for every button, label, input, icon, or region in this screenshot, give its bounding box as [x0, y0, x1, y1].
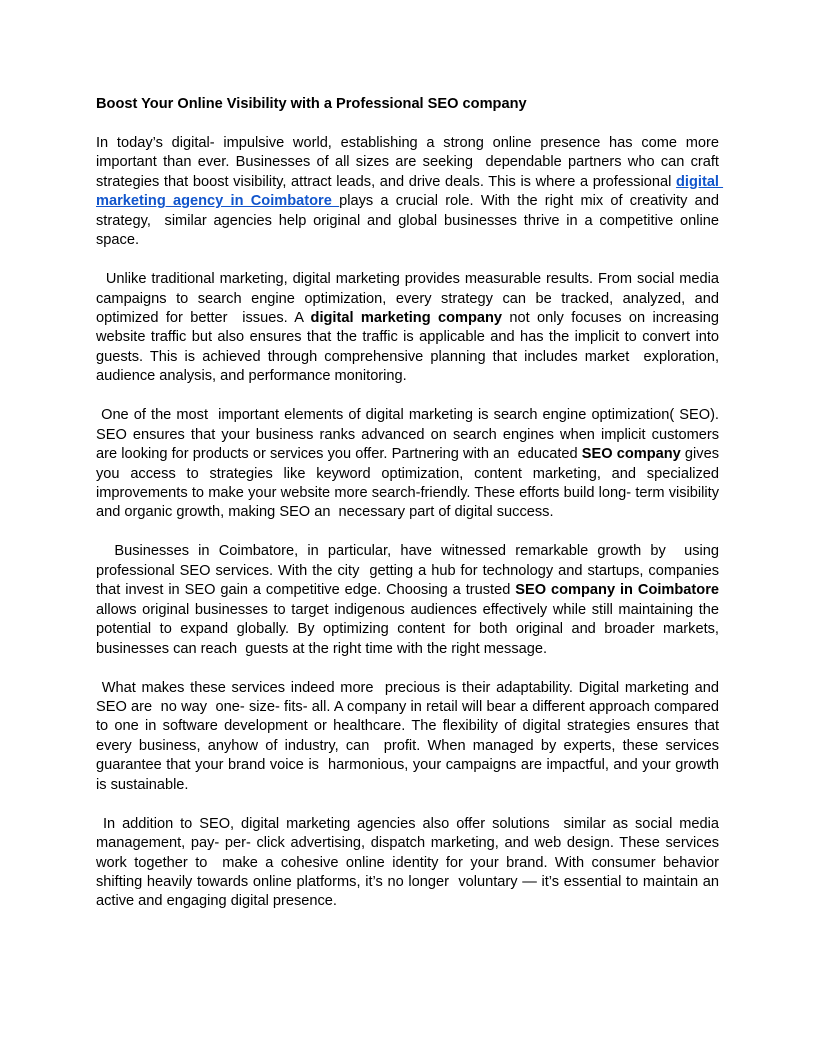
paragraph-adaptability — [96, 679, 724, 796]
digital-marketing-agency-link[interactable]: digital marketing agency in Coimbatore — [96, 173, 724, 210]
paragraph-adaptability-text: What makes these services indeed more precious is their adaptability. Digital marketing and SEO are no way one- size- fits- all. A company in retail will bear a different approach compared to one in software development or healthcare. The flexibility of digital strategies ensures that every business, anyhow of industry, can profit. When managed by experts, these services guarantee that your brand voice is harmonious, your campaigns are impactful, and your growth is sustainable. — [96, 679, 724, 793]
paragraph-seo-text-b: gives you access to strategies like keyword optimization, content marketing, and specialized improvements to make your website more search-friendly. These efforts build long- term visibility and organic growth, making SEO an necessary part of digital success. — [96, 446, 724, 521]
paragraph-digital-marketing — [96, 270, 724, 387]
document-body — [96, 95, 724, 931]
document-title: Boost Your Online Visibility with a Professional SEO company — [96, 96, 527, 112]
paragraph-solutions-text: In addition to SEO, digital marketing agencies also offer solutions similar as social media management, pay- per- click advertising, dispatch marketing, and web design. These services work together to make a cohesive online identity for your brand. With consumer behavior shifting heavily towards online platforms, it’s no longer voluntary — it’s essential to maintain an active and engaging digital presence. — [96, 815, 724, 910]
paragraph-coimbatore-text-a: Businesses in Coimbatore, in particular, have witnessed remarkable growth by using professional SEO services. With the city getting a hub for technology and startups, companies that invest in SEO gain a competitive edge. Choosing a trusted — [96, 543, 724, 599]
paragraph-coimbatore-text-b: allows original businesses to target indigenous audiences effectively while still maintaining the potential to expand globally. By optimizing content for both original and broader markets, businesses can reach guests at the right time with the right message. — [96, 582, 724, 657]
paragraph-digital-marketing-text-b: not only focuses on increasing website traffic but also ensures that the traffic is applicable and has the implicit to convert into guests. This is achieved through comprehensive planning that includes market exploration, audience analysis, and performance monitoring. — [96, 309, 724, 385]
paragraph-coimbatore — [96, 542, 724, 659]
paragraph-digital-marketing-text-a: Unlike traditional marketing, digital marketing provides measurable results. From social media campaigns to search engine optimization, every strategy can be tracked, analyzed, and optimized for better issues. A — [96, 271, 724, 326]
paragraph-solutions — [96, 815, 724, 912]
seo-company-in-coimbatore-bold: SEO company in Coimbatore — [515, 582, 719, 599]
paragraph-intro — [96, 134, 724, 251]
digital-marketing-company-bold: digital marketing company — [310, 309, 503, 326]
paragraph-intro-text-b: plays a crucial role. With the right mix of creativity and strategy, similar agencies help original and global businesses thrive in a competitive online space. — [96, 193, 724, 249]
seo-company-bold: SEO company — [581, 446, 681, 463]
paragraph-seo-text-a: One of the most important elements of digital marketing is search engine optimization( SEO). SEO ensures that your business ranks advanced on search engines when implicit customers are looking for products or services you offer. Partnering with an educated — [96, 407, 724, 463]
paragraph-seo — [96, 406, 724, 523]
paragraph-intro-text-a: In today’s digital- impulsive world, establishing a strong online presence has come more important than ever. Businesses of all sizes are seeking dependable partners who can craft strategies that boost visibility, attract leads, and drive deals. This is where a professional — [96, 134, 724, 190]
